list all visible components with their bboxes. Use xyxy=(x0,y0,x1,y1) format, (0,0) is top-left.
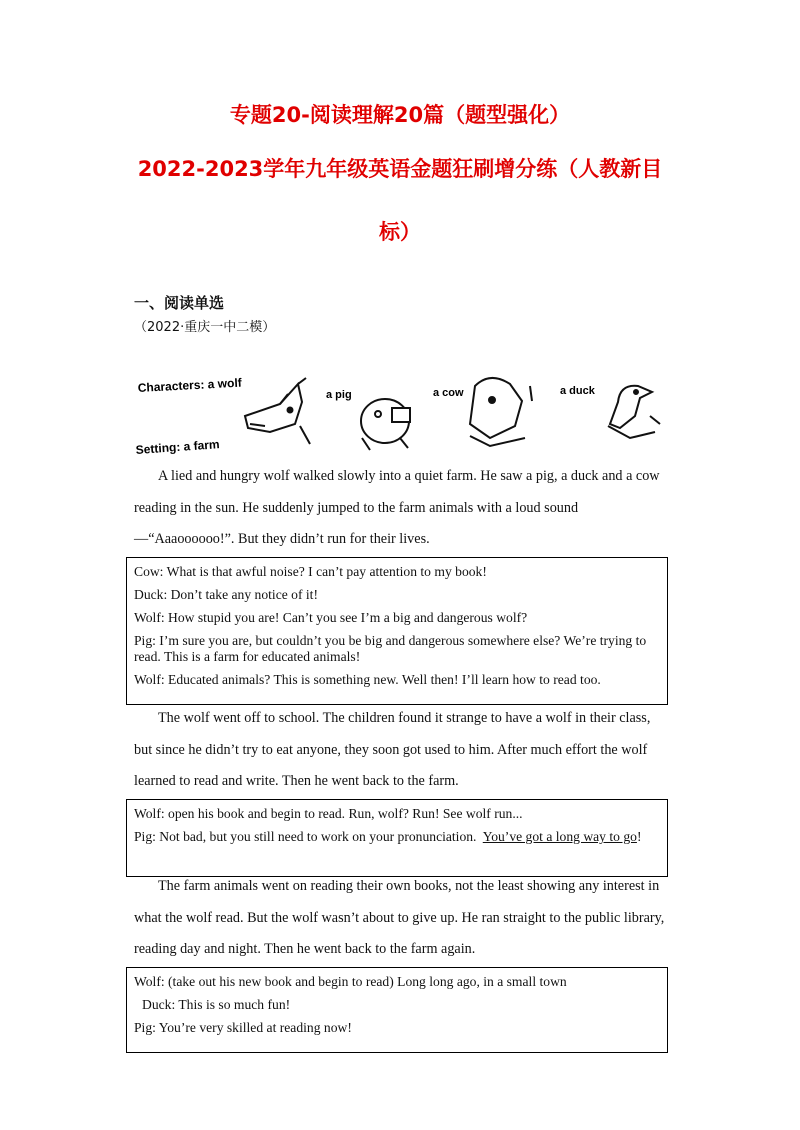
document-title-line-2: 2022-2023学年九年级英语金题狂刷增分练（人教新目 xyxy=(137,157,663,181)
dialogue-line: Wolf: (take out his new book and begin to read) Long long ago, in a small town xyxy=(134,974,567,989)
story-paragraph-3: The farm animals went on reading their own books, not the least showing any interest in what the wolf read. But the wolf wasn’t about to give up. He ran straight to the public library, reading day and night. Then he went back to the farm again. xyxy=(134,878,665,957)
story-paragraph-2: The wolf went off to school. The children found it strange to have a wolf in their class, but since he didn’t try to eat anyone, they soon got used to him. After much effort the wolf learned to read and write. Then he went back to the farm. xyxy=(134,710,651,789)
dialogue-box-3 xyxy=(126,967,668,1053)
dialogue-line: Wolf: Educated animals? This is something new. Well then! I’ll learn how to read too. xyxy=(134,672,601,687)
question-source: （2022·重庆一中二模） xyxy=(134,320,276,335)
pig-icon xyxy=(361,399,410,450)
dialogue-box-2 xyxy=(126,799,668,877)
dialogue-text: Pig: Not bad, but you still need to work on your pronunciation. xyxy=(134,829,483,844)
dialogue-line: Pig: You’re very skilled at reading now! xyxy=(134,1020,352,1035)
dialogue-line: Wolf: How stupid you are! Can’t you see I’m a big and dangerous wolf? xyxy=(134,610,528,625)
dialogue-line: Cow: What is that awful noise? I can’t pay attention to my book! xyxy=(134,564,487,579)
section-heading: 一、阅读单选 xyxy=(134,294,225,312)
cow-icon xyxy=(470,378,532,446)
dialogue-line xyxy=(134,829,660,845)
dialogue-line: Pig: I’m sure you are, but couldn’t you be big and dangerous somewhere else? We’re trying to read. This is a farm for educated animals! xyxy=(134,633,647,664)
underlined-phrase: You’ve got a long way to go xyxy=(482,829,637,844)
document-title-line-1: 专题20-阅读理解20篇（题型强化） xyxy=(229,103,571,127)
dialogue-line: Duck: This is so much fun! xyxy=(142,997,291,1012)
document-title-line-3: 标） xyxy=(379,220,421,244)
duck-label: a duck xyxy=(560,385,595,397)
dialogue-line: Wolf: open his book and begin to read. Run, wolf? Run! See wolf run... xyxy=(134,806,523,821)
dialogue-line: Duck: Don’t take any notice of it! xyxy=(134,587,318,602)
duck-icon xyxy=(608,386,660,438)
wolf-icon xyxy=(245,378,310,444)
story-paragraph-1: A lied and hungry wolf walked slowly into a quiet farm. He saw a pig, a duck and a cow reading in the sun. He suddenly jumped to the farm animals with a loud sound—“Aaaoooooo!”. But they didn’t run for their lives. xyxy=(134,468,660,547)
cow-label: a cow xyxy=(433,387,464,399)
dialogue-text-end: ! xyxy=(636,829,642,844)
story-illustration xyxy=(130,366,670,461)
pig-label: a pig xyxy=(326,389,352,401)
characters-label: Characters: a wolf xyxy=(137,375,243,395)
dialogue-box-1 xyxy=(126,557,668,705)
setting-label: Setting: a farm xyxy=(135,437,221,457)
